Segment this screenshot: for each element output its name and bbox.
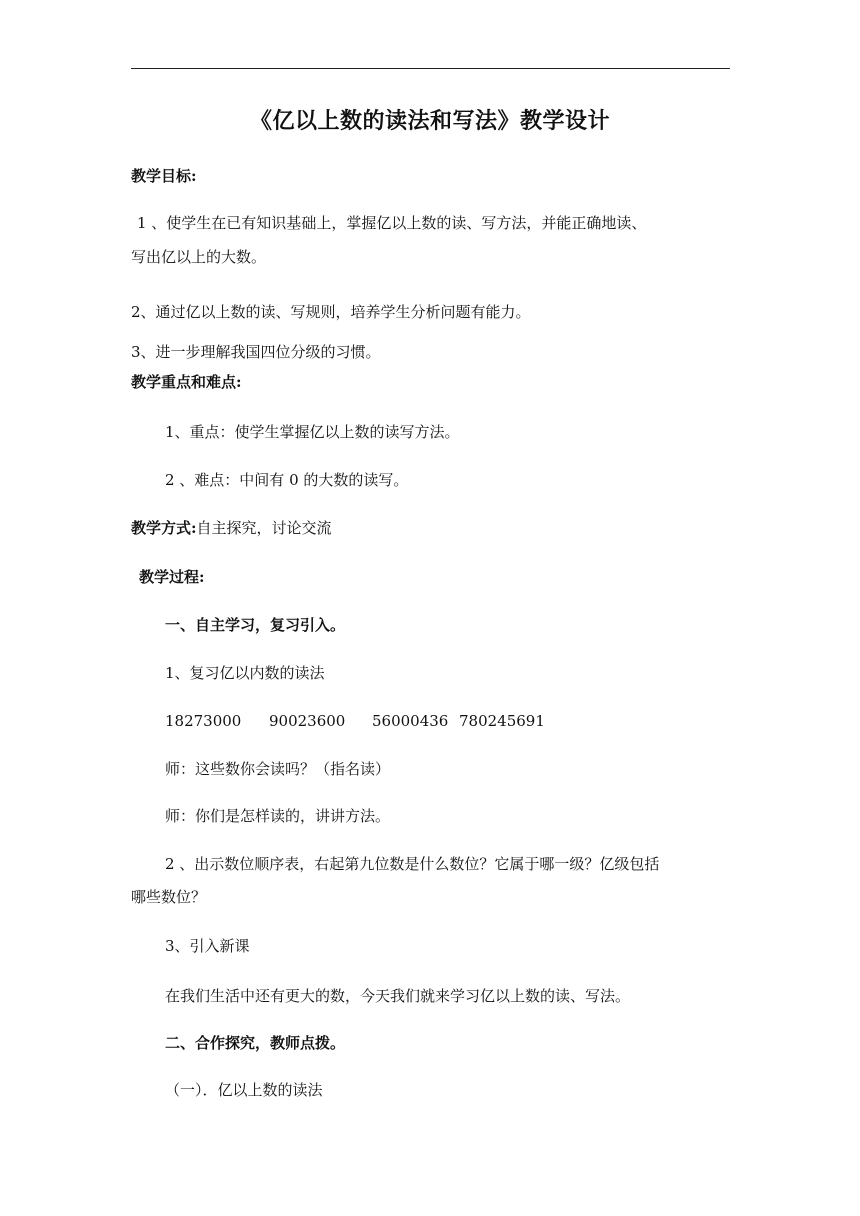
step-1: 1、复习亿以内数的读法 xyxy=(165,664,325,682)
key-points-heading: 教学重点和难点: xyxy=(131,373,242,391)
teacher-question-1: 师：这些数你会读吗？（指名读） xyxy=(165,760,391,778)
header-rule xyxy=(131,68,730,69)
number-item: 780245691 xyxy=(459,712,545,730)
section-2-heading: 二、合作探究，教师点拨。 xyxy=(165,1034,346,1052)
teaching-method xyxy=(131,518,332,538)
process-heading: 教学过程: xyxy=(139,568,205,586)
goal-3: 3、进一步理解我国四位分级的习惯。 xyxy=(131,343,381,361)
page-title: 《亿以上数的读法和写法》教学设计 xyxy=(249,108,610,134)
goals-heading: 教学目标: xyxy=(131,167,197,185)
number-list xyxy=(165,711,545,731)
key-point-2: 2 、难点：中间有 0 的大数的读写。 xyxy=(165,471,409,489)
goal-1-line-2: 写出亿以上的大数。 xyxy=(131,248,267,266)
subsection-1-heading: （一）．亿以上数的读法 xyxy=(165,1081,323,1099)
teaching-method-label: 教学方式: xyxy=(131,519,197,537)
step-2-line-2: 哪些数位？ xyxy=(131,888,207,906)
key-point-1: 1、重点：使学生掌握亿以上数的读写方法。 xyxy=(165,423,460,441)
teaching-method-text: 自主探究，讨论交流 xyxy=(196,519,332,537)
goal-2: 2、通过亿以上数的读、写规则，培养学生分析问题有能力。 xyxy=(131,303,531,321)
teacher-question-2: 师：你们是怎样读的，讲讲方法。 xyxy=(165,807,391,825)
number-item: 90023600 xyxy=(269,712,346,730)
step-2-line-1: 2 、出示数位顺序表，右起第九位数是什么数位？它属于哪一级？亿级包括 xyxy=(165,855,660,873)
number-item: 56000436 xyxy=(372,712,449,730)
step-3: 3、引入新课 xyxy=(165,937,250,955)
intro-text: 在我们生活中还有更大的数，今天我们就来学习亿以上数的读、写法。 xyxy=(165,987,631,1005)
number-item: 18273000 xyxy=(165,712,242,730)
goal-1-line-1: 1 、使学生在已有知识基础上，掌握亿以上数的读、写方法，并能正确地读、 xyxy=(137,214,647,232)
section-1-heading: 一、自主学习，复习引入。 xyxy=(165,616,346,634)
